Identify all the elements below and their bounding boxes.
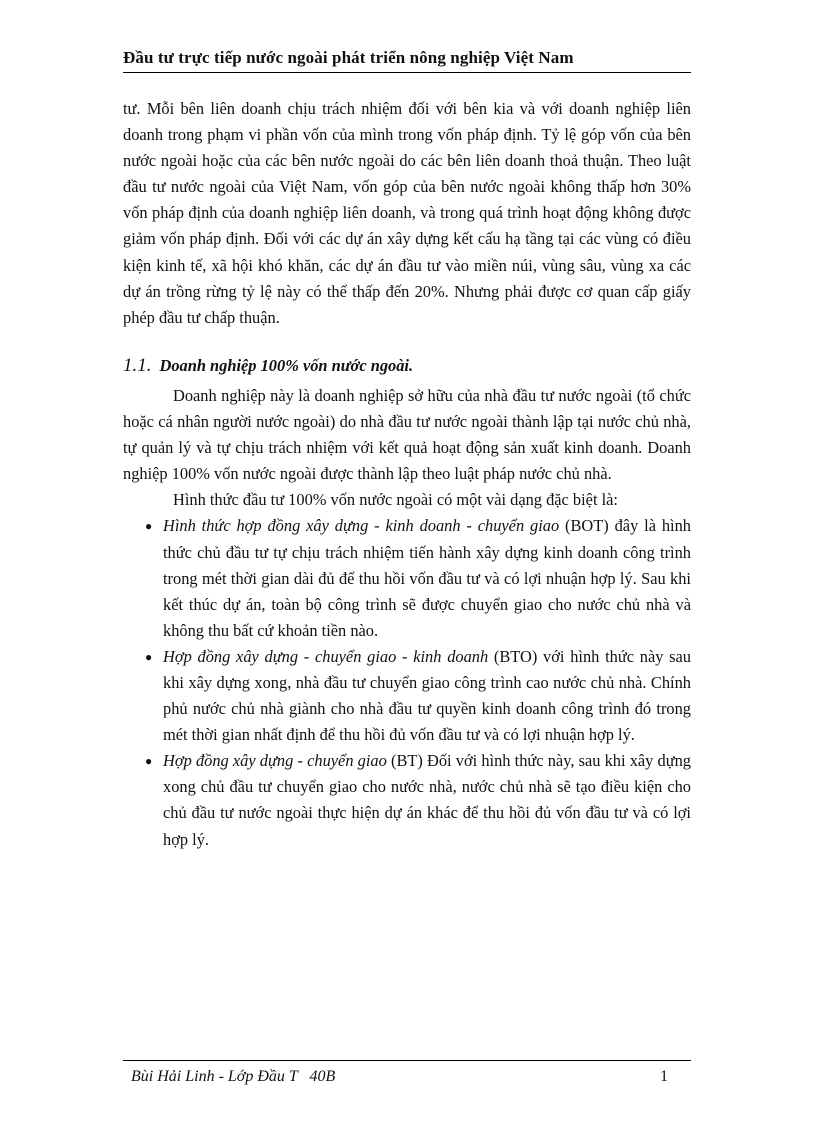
document-body — [123, 96, 691, 853]
page-header-title: Đầu tư trực tiếp nước ngoài phát triển nông nghiệp Việt Nam — [123, 48, 691, 73]
footer-divider — [123, 1060, 691, 1061]
section-title: Doanh nghiệp 100% vốn nước ngoài. — [159, 355, 414, 375]
list-item — [123, 748, 691, 852]
section-paragraph-1: Doanh nghiệp này là doanh nghiệp sở hữu của nhà đầu tư nước ngoài (tổ chức hoặc cá nhân người nước ngoài) do nhà đầu tư nước ngoài thành lập tại nước chủ nhà, tự quản lý và tự chịu trách nhiệm với kết quả hoạt động sản xuất kinh doanh. Doanh nghiệp 100% vốn nước ngoài được thành lập theo luật pháp nước chủ nhà. — [123, 385, 691, 484]
bullet-icon: ● — [145, 649, 153, 664]
form-term: Hợp đồng xây dựng - chuyển giao - kinh doanh — [163, 646, 489, 666]
section-number: 1.1. — [123, 354, 152, 376]
investment-forms-list — [123, 513, 691, 852]
form-description: (BTO) với hình thức này sau khi xây dựng xong, nhà đầu tư chuyển giao công trình cao nước chủ nhà. Chính phủ nước chủ nhà giành cho nhà đầu tư quyền kinh doanh công trình đó trong mét thời gian nhất định để thu hồi đủ vốn đầu tư và có lợi nhuận hợp lý. — [163, 646, 692, 745]
page-number: 1 — [660, 1068, 668, 1085]
section-heading — [123, 353, 691, 379]
list-item — [123, 644, 691, 748]
bullet-icon: ● — [145, 754, 153, 769]
bullet-icon: ● — [145, 519, 153, 534]
footer-author: Bùi Hải Linh - Lớp Đầu T 40B — [131, 1068, 336, 1085]
form-description: (BT) Đối với hình thức này, sau khi xây dựng xong chủ đầu tư chuyển giao cho nước nhà, nước chủ nhà sẽ tạo điều kiện cho chủ đầu tư nước ngoài thực hiện dự án khác để thu hồi đủ vốn đầu tư và có lợi hợp lý. — [163, 751, 691, 849]
intro-paragraph: tư. Mỗi bên liên doanh chịu trách nhiệm đối với bên kia và với doanh nghiệp liên doanh trong phạm vi phần vốn của mình trong vốn pháp định. Tỷ lệ góp vốn của bên nước ngoài hoặc của các bên nước ngoài do các bên liên doanh thoả thuận. Theo luật đầu tư nước ngoài của Việt Nam, vốn góp của bên nước ngoài không thấp hơn 30% vốn pháp định của doanh nghiệp liên doanh, và trong quá trình hoạt động không được giảm vốn pháp định. Đối với các dự án xây dựng kết cấu hạ tầng tại các vùng có điều kiện kinh tế, xã hội khó khăn, các dự án đầu tư vào miền núi, vùng sâu, vùng xa các dự án trồng rừng tỷ lệ này có thể thấp đến 20%. Nhưng phải được cơ quan cấp giấy phép đầu tư chấp thuận. — [123, 99, 691, 327]
form-term: Hợp đồng xây dựng - chuyển giao — [163, 751, 387, 771]
section-paragraph-2: Hình thức đầu tư 100% vốn nước ngoài có một vài dạng đặc biệt là: — [173, 490, 618, 510]
list-item — [123, 513, 691, 643]
form-description: (BOT) đây là hình thức chủ đầu tư tự chịu trách nhiệm tiến hành xây dựng kinh doanh công trình trong mét thời gian dài đủ để thu hồi vốn đầu tư và có lợi nhuận hợp lý. Sau khi kết thúc dự án, toàn bộ công trình sẽ được chuyển giao cho nước chủ nhà và không thu bất cứ khoản tiền nào. — [163, 516, 691, 640]
form-term: Hình thức hợp đồng xây dựng - kinh doanh - chuyển giao — [163, 516, 560, 536]
